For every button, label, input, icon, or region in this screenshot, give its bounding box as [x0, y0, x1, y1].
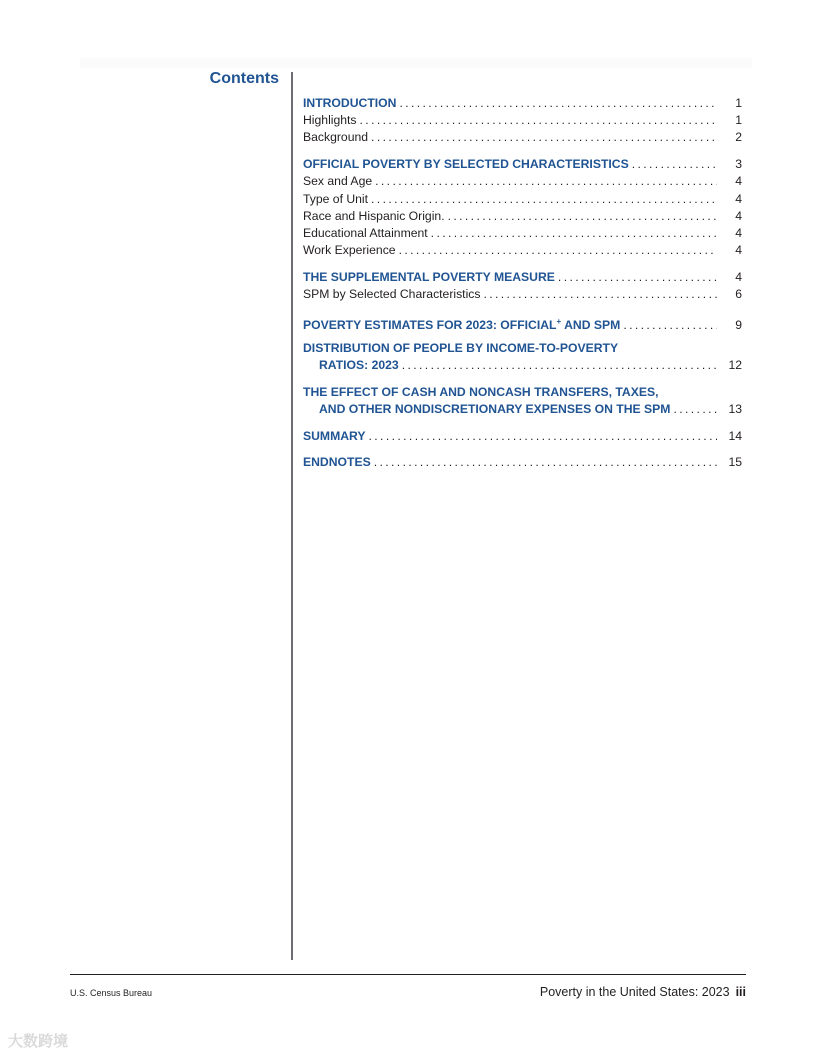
vertical-divider	[291, 72, 293, 960]
toc-entry-effect-of-transfers[interactable]	[303, 401, 742, 418]
toc-group-effect-of-transfers	[303, 384, 742, 418]
toc-group-summary	[303, 428, 742, 445]
toc-entry-label: Educational Attainment	[303, 225, 428, 240]
footer-divider	[70, 974, 746, 975]
dot-leader	[558, 269, 717, 286]
toc-page-number: 4	[735, 191, 742, 206]
toc-page-number: 4	[735, 243, 742, 258]
toc-entry-spm-characteristics[interactable]	[303, 286, 742, 303]
toc-entry-label-part: AND SPM	[561, 317, 621, 332]
footer-title-text: Poverty in the United States: 2023	[539, 985, 730, 999]
toc-entry-label: Highlights	[303, 113, 357, 128]
toc-entry-highlights[interactable]	[303, 112, 742, 129]
toc-entry-label-part: POVERTY ESTIMATES FOR 2023: OFFICIAL	[303, 317, 557, 332]
toc-entry-introduction[interactable]	[303, 95, 742, 112]
toc-entry-label: THE SUPPLEMENTAL POVERTY MEASURE	[303, 269, 555, 284]
toc-group-estimates-2023	[303, 313, 742, 330]
dot-leader	[399, 95, 717, 112]
toc-entry-label: AND OTHER NONDISCRETIONARY EXPENSES ON THE SPM	[319, 401, 671, 416]
toc-page-number: 4	[735, 174, 742, 189]
toc-entry-label: Background	[303, 130, 369, 145]
toc-entry-race-hispanic-origin[interactable]	[303, 208, 742, 225]
toc-page-number: 12	[728, 357, 742, 372]
toc-entry-distribution[interactable]	[303, 357, 742, 374]
toc-entry-label: RATIOS: 2023	[319, 357, 399, 372]
footer-publisher: U.S. Census Bureau	[70, 988, 153, 998]
dot-leader	[623, 317, 717, 334]
dot-leader	[374, 454, 717, 471]
toc-page-number: 14	[728, 428, 742, 443]
dot-leader	[375, 173, 717, 190]
dot-leader	[673, 401, 717, 418]
toc-page-number: 3	[735, 157, 742, 172]
dot-leader	[431, 225, 717, 242]
dot-leader	[632, 156, 717, 173]
toc-page-number: 4	[735, 225, 742, 240]
footer-page-number: iii	[735, 985, 746, 999]
dot-leader	[371, 191, 717, 208]
toc-entry-label: INTRODUCTION	[303, 96, 397, 110]
toc-entry-effect-line1[interactable]: THE EFFECT OF CASH AND NONCASH TRANSFERS, TAXES,	[303, 384, 659, 399]
footer-report-title	[540, 985, 746, 999]
toc-group-introduction	[303, 95, 742, 147]
toc-entry-type-of-unit[interactable]	[303, 191, 742, 208]
toc-entry-label: ENDNOTES	[303, 455, 371, 470]
page-title: Contents	[209, 70, 279, 87]
toc-group-spm	[303, 269, 742, 303]
dot-leader	[369, 428, 717, 445]
toc-page-number: 1	[735, 113, 742, 128]
toc-entry-label: SUMMARY	[303, 428, 366, 443]
dot-leader	[448, 208, 717, 225]
dagger-mark: +	[556, 316, 562, 326]
toc-page-number: 9	[735, 317, 742, 332]
toc-entry-summary[interactable]	[303, 428, 742, 445]
toc-group-official-poverty	[303, 156, 742, 259]
toc-entry-label: Work Experience	[303, 243, 396, 258]
dot-leader	[483, 286, 717, 303]
toc-page-number: 1	[735, 96, 742, 110]
toc-entry-endnotes[interactable]	[303, 454, 742, 471]
toc-page-number: 15	[728, 455, 742, 470]
toc-entry-label: OFFICIAL POVERTY BY SELECTED CHARACTERISTICS	[303, 157, 629, 172]
table-of-contents	[303, 95, 742, 481]
dot-leader	[399, 242, 717, 259]
dot-leader	[371, 129, 717, 146]
toc-entry-sex-and-age[interactable]	[303, 173, 742, 190]
toc-page-number: 4	[735, 269, 742, 284]
toc-page-number: 4	[735, 208, 742, 223]
toc-page-number: 6	[735, 287, 742, 302]
dot-leader	[402, 357, 717, 374]
dot-leader	[360, 112, 717, 129]
toc-entry-label: Sex and Age	[303, 174, 373, 189]
toc-page-number: 2	[735, 130, 742, 145]
toc-entry-official-poverty[interactable]	[303, 156, 742, 173]
toc-entry-supplemental-poverty-measure[interactable]	[303, 269, 742, 286]
toc-group-distribution	[303, 340, 742, 374]
watermark-logo: 大数跨境	[8, 1033, 69, 1050]
toc-entry-distribution-line1[interactable]: DISTRIBUTION OF PEOPLE BY INCOME-TO-POVERTY	[303, 340, 619, 355]
toc-entry-label: SPM by Selected Characteristics	[303, 287, 481, 302]
toc-entry-label	[303, 313, 620, 334]
header-band	[80, 58, 752, 68]
toc-page-number: 13	[728, 401, 742, 416]
toc-entry-label: Type of Unit	[303, 191, 369, 206]
toc-entry-background[interactable]	[303, 129, 742, 146]
toc-entry-label: Race and Hispanic Origin.	[303, 208, 445, 223]
toc-entry-educational-attainment[interactable]	[303, 225, 742, 242]
toc-entry-work-experience[interactable]	[303, 242, 742, 259]
toc-entry-poverty-estimates-2023[interactable]	[303, 313, 742, 330]
toc-group-endnotes	[303, 454, 742, 471]
